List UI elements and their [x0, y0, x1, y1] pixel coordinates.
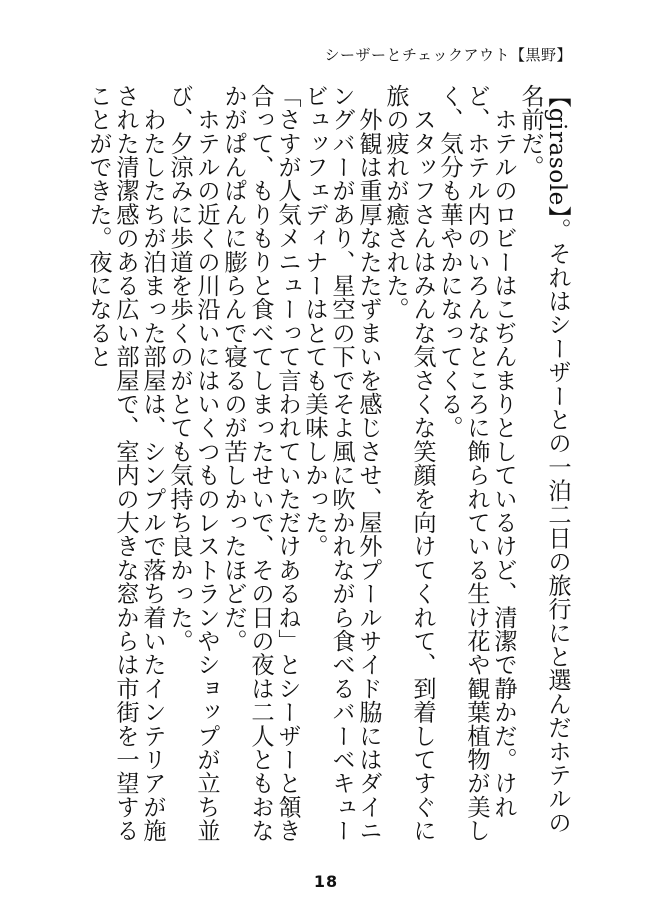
paragraph: ホテルの近くの川沿いにはいくつものレストランやショップが立ち並び、夕涼みに歩道を歩くのがとても気持ち良かった。: [166, 84, 220, 843]
paragraph: 外観は重厚なたたずまいを感じさせ、屋外プールサイド脇にはダイニングバーがあり、星空の下でそよ風に吹かれながら食べるバーベキュービュッフェディナーはとても美味しかった。: [301, 84, 382, 843]
paragraph: わたしたちが泊まった部屋は、シンプルで落ち着いたインテリアが施された清潔感のある広い部屋で、室内の大きな窓からは市街を一望することができた。夜になると: [85, 84, 166, 843]
vertical-body-text: [85, 84, 571, 844]
page-number: 18: [313, 872, 339, 891]
paragraph: ホテルのロビーはこぢんまりとしているけど、清潔で静かだ。けれど、ホテル内のいろんなところに飾られている生け花や観葉植物が美しく、気分も華やかになってくる。: [436, 84, 517, 843]
paragraph: 「さすが人気メニューって言われていただけあるね」とシーザーと頷き合って、もりもりと食べてしまったせいで、その日の夜は二人ともおなかがぱんぱんに膨らんで寝るのが苦しかったほどだ。: [220, 84, 301, 843]
paragraph: スタッフさんはみんな気さくな笑顔を向けてくれて、到着してすぐに旅の疲れが癒された。: [382, 84, 436, 843]
running-header-title: シーザーとチェックアウト【黒野】: [324, 46, 572, 64]
paragraph: 【girasole】。それはシーザーとの一泊二日の旅行にと選んだホテルの名前だ。: [517, 84, 571, 835]
